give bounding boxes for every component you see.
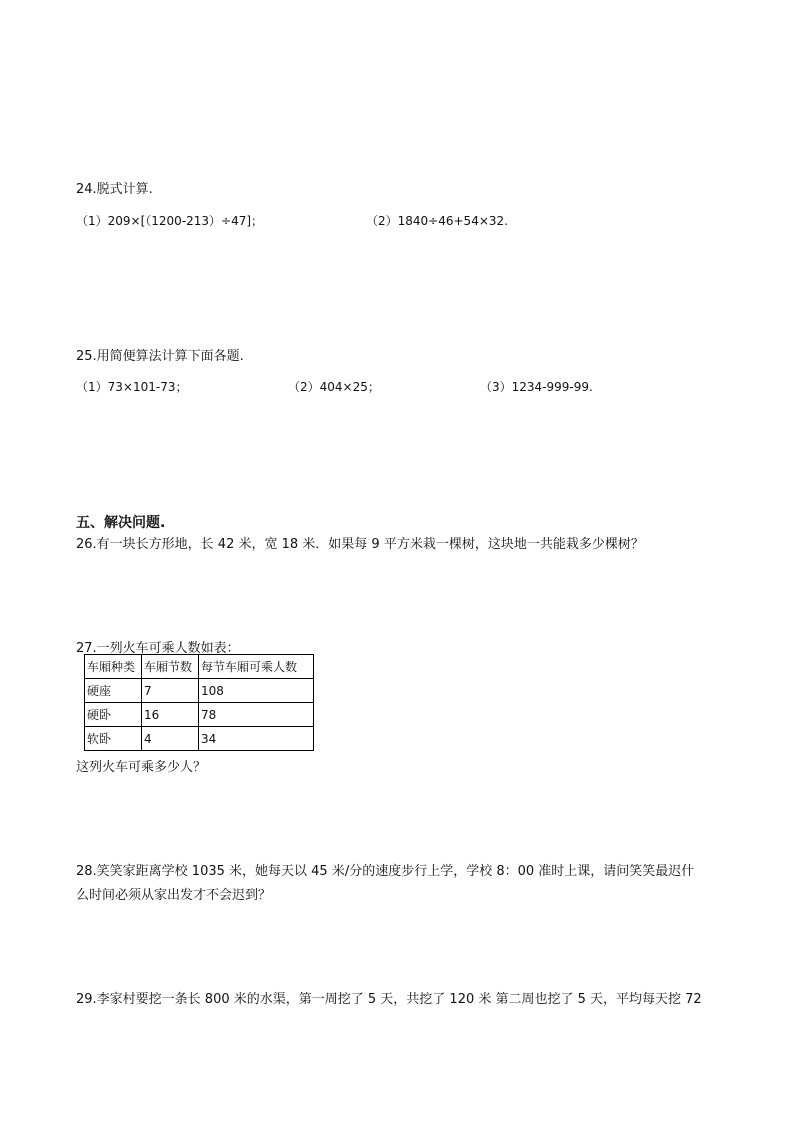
q25-item-2: （2）404×25； (288, 380, 380, 394)
train-capacity-table (84, 654, 314, 751)
table-cell: 硬卧 (85, 703, 142, 727)
table-cell: 16 (142, 703, 199, 727)
q25-title: 25.用简便算法计算下面各题. (76, 349, 244, 364)
q29-line-1: 29.李家村要挖一条长 800 米的水渠，第一周挖了 5 天，共挖了 120 米 第二周也挖了 5 天，平均每天挖 72 (76, 992, 702, 1007)
table-header-cell: 车厢种类 (85, 655, 142, 679)
table-cell: 软卧 (85, 727, 142, 751)
table-cell: 4 (142, 727, 199, 751)
section-title: 五、解决问题. (76, 515, 166, 531)
table-row (85, 679, 314, 703)
table-header-cell: 每节车厢可乘人数 (199, 655, 314, 679)
table-cell: 34 (199, 727, 314, 751)
q26-text: 26.有一块长方形地，长 42 米，宽 18 米．如果每 9 平方米栽一棵树，这块地一共能栽多少棵树？ (76, 537, 644, 552)
table-cell: 硬座 (85, 679, 142, 703)
table-row (85, 727, 314, 751)
q28-line-1: 28.笑笑家距离学校 1035 米，她每天以 45 米/分的速度步行上学，学校 8：00 准时上课，请问笑笑最迟什 (76, 864, 695, 879)
table-cell: 7 (142, 679, 199, 703)
table-cell: 78 (199, 703, 314, 727)
q27-question: 这列火车可乘多少人？ (76, 760, 207, 775)
table-cell: 108 (199, 679, 314, 703)
table-row (85, 703, 314, 727)
q25-item-3: （3）1234-999-99. (480, 380, 593, 394)
q25-item-1: （1）73×101-73； (76, 380, 188, 394)
q24-item-2: （2）1840÷46+54×32. (366, 214, 508, 228)
q24-title: 24.脱式计算. (76, 182, 153, 197)
q28-line-2: 么时间必须从家出发才不会迟到？ (76, 888, 272, 903)
q27-title: 27.一列火车可乘人数如表： (76, 641, 240, 656)
table-header-row (85, 655, 314, 679)
q24-item-1: （1）209×[（1200-213）÷47]； (76, 214, 264, 228)
table-header-cell: 车厢节数 (142, 655, 199, 679)
